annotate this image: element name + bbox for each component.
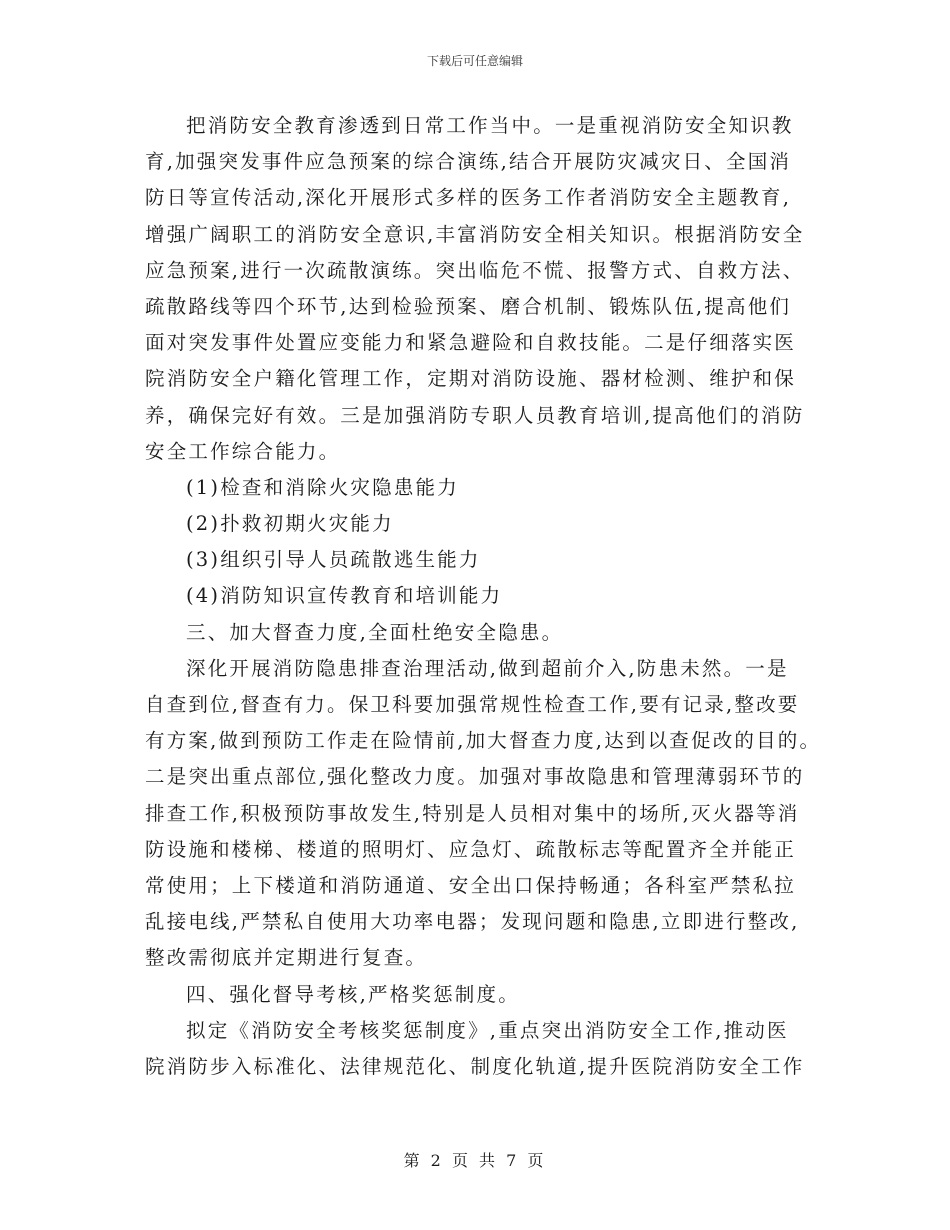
text-line: 增强广阔职工的消防安全意识,丰富消防安全相关知识。根据消防安全 [145,222,805,246]
text-line: 院消防步入标准化、法律规范化、制度化轨道,提升医院消防安全工作 [145,1054,805,1078]
text-line: 整改需彻底并定期进行复查。 [145,946,428,970]
list-item: (1)检查和消除火灾隐患能力 [186,475,459,499]
text-line: 育,加强突发事件应急预案的综合演练,结合开展防灾减灾日、全国消 [145,150,792,174]
list-item: (2)扑救初期火灾能力 [186,512,394,536]
list-item: (3)组织引导人员疏散逃生能力 [186,548,481,572]
section-heading: 三、加大督查力度,全面杜绝安全隐患。 [186,620,564,644]
list-item: (4)消防知识宣传教育和培训能力 [186,584,503,608]
text-line: 深化开展消防隐患排查治理活动,做到超前介入,防患未然。一是 [186,656,789,680]
text-line: 把消防安全教育渗透到日常工作当中。一是重视消防安全知识教 [186,114,794,137]
text-line: 养，确保完好有效。三是加强消防专职人员教育培训,提高他们的消防 [145,403,805,427]
page-number: 第 2 页 共 7 页 [403,1151,547,1170]
section-heading: 四、强化督导考核,严格奖惩制度。 [186,982,520,1006]
text-line: 安全工作综合能力。 [145,439,341,463]
text-line: 应急预案,进行一次疏散演练。突出临危不慌、报警方式、自救方法、 [145,258,805,282]
page-header-note: 下载后可任意编辑 [426,54,523,68]
text-line: 乱接电线,严禁私自使用大功率电器；发现问题和隐患,立即进行整改, [145,910,800,934]
text-line: 二是突出重点部位,强化整改力度。加强对事故隐患和管理薄弱环节的 [145,765,805,789]
text-line: 院消防安全户籍化管理工作，定期对消防设施、器材检测、维护和保 [145,367,797,391]
text-line: 拟定《消防安全考核奖惩制度》,重点突出消防安全工作,推动医 [186,1018,789,1042]
text-line: 常使用；上下楼道和消防通道、安全出口保持畅通；各科室严禁私拉 [145,873,797,897]
document-body [145,108,835,1085]
text-line: 面对突发事件处置应变能力和紧急避险和自救技能。二是仔细落实医 [145,331,797,355]
text-line: 防设施和楼梯、楼道的照明灯、应急灯、疏散标志等配置齐全并能正 [145,837,797,861]
text-line: 疏散路线等四个环节,达到检验预案、磨合机制、锻炼队伍,提高他们 [145,294,792,318]
text-line: 防日等宣传活动,深化开展形式多样的医务工作者消防安全主题教育, [145,186,792,210]
text-line: 有方案,做到预防工作走在险情前,加大督查力度,达到以查促改的目的。 [145,729,822,753]
text-line: 自查到位,督查有力。保卫科要加强常规性检查工作,要有记录,整改要 [145,693,800,716]
text-line: 排查工作,积极预防事故发生,特别是人员相对集中的场所,灭火器等消 [145,801,800,825]
